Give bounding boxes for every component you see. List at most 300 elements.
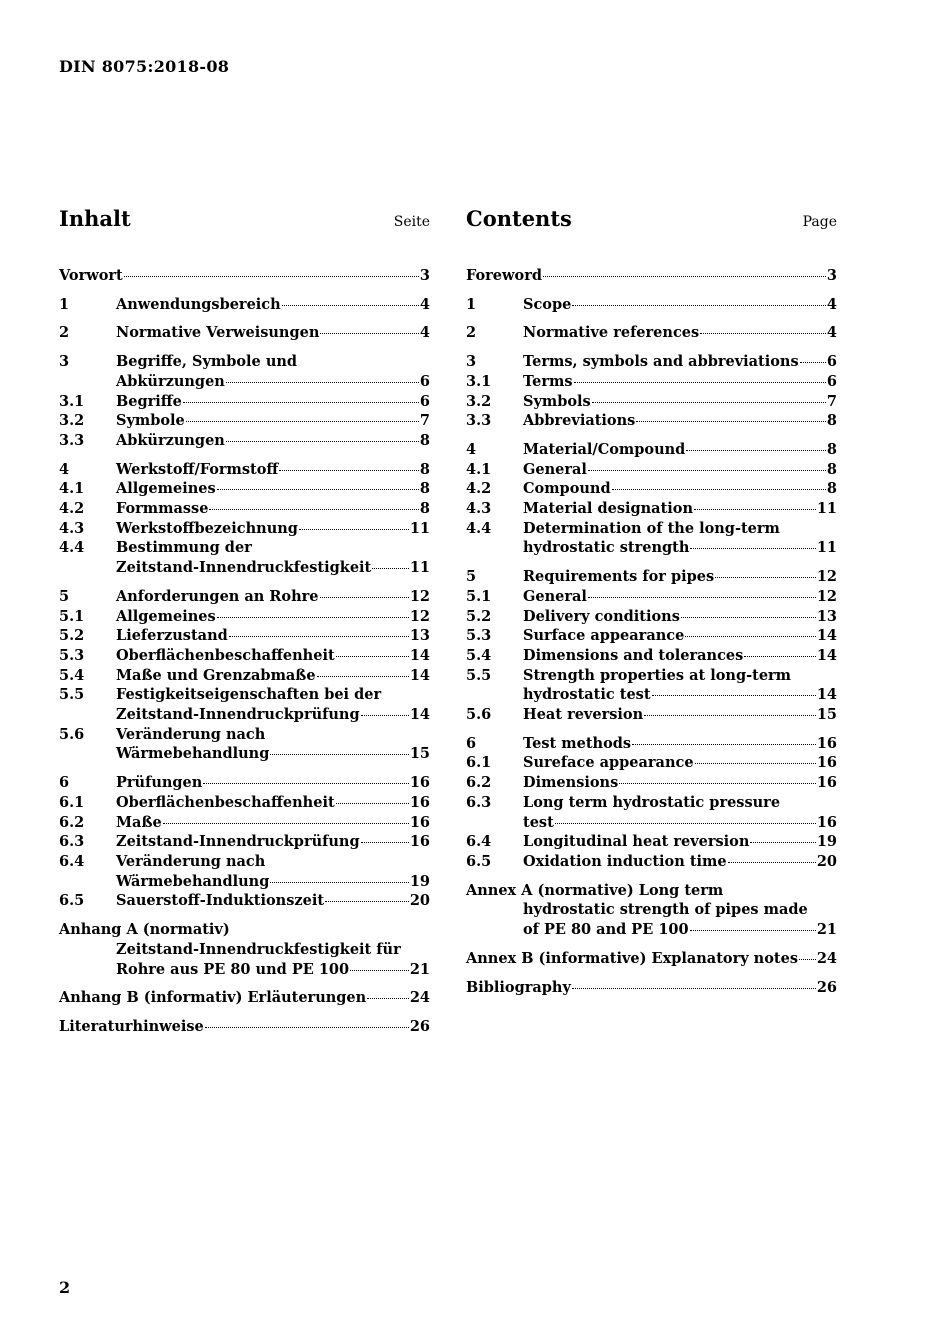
- toc-entry-lastline: [116, 744, 430, 764]
- toc-entry-body: [116, 392, 430, 412]
- toc-entry-page: 24: [816, 949, 837, 967]
- toc-entry-title: Oberflächenbeschaffenheit: [116, 646, 335, 664]
- toc-entry-title: Sureface appearance: [523, 754, 694, 772]
- toc-group: [466, 295, 837, 315]
- toc-entry-title: Bibliography: [466, 978, 571, 996]
- toc-entry-page: 6: [826, 372, 837, 390]
- toc-entry-title: Werkstoffbezeichnung: [116, 519, 298, 537]
- toc-entry[interactable]: [59, 988, 430, 1008]
- toc-entry-line-wrap: [59, 940, 430, 960]
- toc-entry-annex-label: Annex A (normative) Long term: [466, 881, 724, 899]
- toc-group: [466, 567, 837, 725]
- toc-entry[interactable]: [466, 587, 837, 607]
- toc-entry-body: [466, 881, 837, 940]
- toc-entry-title: Abbreviations: [523, 412, 636, 430]
- toc-entry-body: [116, 852, 430, 891]
- toc-entry[interactable]: [466, 519, 837, 558]
- toc-entry[interactable]: [466, 499, 837, 519]
- toc-entry[interactable]: [59, 607, 430, 627]
- toc-entry[interactable]: [466, 440, 837, 460]
- toc-entry-lastline: [523, 813, 837, 833]
- toc-entry[interactable]: [466, 479, 837, 499]
- dot-leader: [543, 276, 826, 277]
- toc-entry[interactable]: [59, 411, 430, 431]
- toc-entry-title: Anhang B (informativ) Erläuterungen: [59, 989, 367, 1007]
- toc-entry[interactable]: [466, 460, 837, 480]
- toc-entry-body: [116, 479, 430, 499]
- toc-entry-number: 3.3: [466, 412, 492, 430]
- toc-group: [59, 587, 430, 764]
- toc-entry[interactable]: [59, 460, 430, 480]
- toc-entry[interactable]: [466, 392, 837, 412]
- dot-leader: [217, 617, 409, 618]
- toc-entry-body: [116, 725, 430, 764]
- toc-entry[interactable]: [466, 773, 837, 793]
- toc-entry[interactable]: [466, 666, 837, 705]
- toc-entry[interactable]: [59, 626, 430, 646]
- toc-entry-title: Bestimmung der: [116, 539, 252, 557]
- toc-entry-title: Literaturhinweise: [59, 1017, 204, 1035]
- toc-entry-page: 11: [816, 500, 837, 518]
- toc-entry-lastline: [116, 891, 430, 911]
- toc-entry-body: [59, 920, 430, 979]
- dot-leader: [690, 930, 816, 931]
- dot-leader: [336, 656, 409, 657]
- toc-entry-number: 5.1: [59, 607, 85, 625]
- toc-entry-title: hydrostatic test: [523, 686, 651, 704]
- toc-group: [466, 266, 837, 286]
- toc-entry-body: [523, 460, 837, 480]
- toc-entry-lastline: [116, 431, 430, 451]
- dot-leader: [183, 402, 419, 403]
- toc-entry[interactable]: [59, 587, 430, 607]
- toc-entry-page: 8: [419, 500, 430, 518]
- dot-leader: [685, 636, 816, 637]
- toc-entry-page: 7: [419, 412, 430, 430]
- dot-leader: [336, 803, 409, 804]
- toc-entry[interactable]: [59, 1017, 430, 1037]
- toc-entry[interactable]: [59, 499, 430, 519]
- toc-entry-page: 4: [826, 324, 837, 342]
- toc-entry-title: Material designation: [523, 500, 693, 518]
- toc-entry[interactable]: [466, 372, 837, 392]
- toc-entry-number: 5.6: [59, 725, 85, 743]
- toc-entry-title: Scope: [523, 295, 572, 313]
- dot-leader: [694, 509, 816, 510]
- toc-entry[interactable]: [59, 832, 430, 852]
- toc-entry[interactable]: [59, 323, 430, 343]
- toc-entry[interactable]: [59, 920, 430, 979]
- toc-entry-body: [116, 685, 430, 724]
- toc-entry-lastline: [116, 519, 430, 539]
- toc-entry[interactable]: [59, 725, 430, 764]
- toc-entry-lastline: [523, 479, 837, 499]
- dot-leader: [229, 636, 409, 637]
- toc-entry-page: 8: [826, 460, 837, 478]
- toc-group: [59, 773, 430, 911]
- toc-entry-page: 15: [409, 745, 430, 763]
- toc-entry-number: 4.3: [59, 519, 85, 537]
- toc-entry-body: [116, 431, 430, 451]
- toc-english-list: [466, 266, 837, 997]
- toc-entry-lastline: [523, 852, 837, 872]
- toc-entry-page: 11: [409, 519, 430, 537]
- toc-entry-body: [116, 295, 430, 315]
- toc-entry-page: 14: [816, 627, 837, 645]
- toc-entry-body: [116, 499, 430, 519]
- toc-entry[interactable]: [466, 949, 837, 969]
- toc-entry[interactable]: [59, 813, 430, 833]
- toc-entry-title: Normative references: [523, 324, 700, 342]
- toc-entry-number: 3.1: [466, 372, 492, 390]
- toc-entry-title: Wärmebehandlung: [116, 745, 270, 763]
- toc-entry-lastline: [466, 266, 837, 286]
- dot-leader: [686, 450, 826, 451]
- toc-entry-title: of PE 80 and PE 100: [523, 921, 689, 939]
- toc-entry-lastline: [523, 295, 837, 315]
- toc-english: [466, 206, 837, 1006]
- toc-group: [59, 1017, 430, 1037]
- toc-entry-body: [59, 1017, 430, 1037]
- toc-entry-title: Lieferzustand: [116, 627, 228, 645]
- toc-group: [466, 949, 837, 969]
- toc-english-header: [466, 206, 837, 252]
- toc-entry[interactable]: [466, 567, 837, 587]
- toc-entry[interactable]: [466, 753, 837, 773]
- toc-entry-title: Formmasse: [116, 500, 209, 518]
- toc-entry-title: Abkürzungen: [116, 431, 225, 449]
- toc-entry-title: Sauerstoff-Induktionszeit: [116, 892, 325, 910]
- toc-entry-title: Requirements for pipes: [523, 568, 715, 586]
- toc-entry-title: Determination of the long-term: [523, 519, 780, 537]
- toc-entry[interactable]: [59, 352, 430, 391]
- toc-entry-body: [116, 666, 430, 686]
- toc-entry[interactable]: [466, 734, 837, 754]
- toc-entry[interactable]: [59, 392, 430, 412]
- toc-entry-lastline: [116, 705, 430, 725]
- toc-entry-number: 6: [466, 734, 477, 752]
- toc-entry-title: Oxidation induction time: [523, 852, 727, 870]
- toc-entry-annex-label: Anhang A (normativ): [59, 921, 230, 939]
- toc-entry[interactable]: [59, 646, 430, 666]
- toc-entry-number: 4.3: [466, 500, 492, 518]
- toc-entry[interactable]: [59, 773, 430, 793]
- dot-leader: [320, 333, 419, 334]
- toc-entry-number: 5.6: [466, 706, 492, 724]
- toc-entry-body: [466, 978, 837, 998]
- toc-german-page-label: Seite: [393, 214, 430, 230]
- dot-leader: [270, 882, 408, 883]
- toc-entry-lastline: [116, 607, 430, 627]
- toc-group: [59, 295, 430, 315]
- toc-entry-number: 6.3: [466, 793, 492, 811]
- toc-entry-lastline: [116, 626, 430, 646]
- toc-entry-number: 5.4: [466, 646, 492, 664]
- toc-entry[interactable]: [466, 705, 837, 725]
- toc-entry-lastline: [523, 392, 837, 412]
- toc-entry[interactable]: [466, 646, 837, 666]
- toc-entry-title: Symbols: [523, 392, 591, 410]
- toc-entry[interactable]: [466, 411, 837, 431]
- toc-entry-body: [116, 587, 430, 607]
- toc-entry[interactable]: [59, 538, 430, 577]
- toc-entry-lastline: [523, 685, 837, 705]
- toc-entry-title: Heat reversion: [523, 706, 644, 724]
- toc-entry-title: Foreword: [466, 267, 542, 284]
- toc-entry-body: [523, 499, 837, 519]
- dot-leader: [555, 823, 816, 824]
- dot-leader: [574, 382, 826, 383]
- toc-entry[interactable]: [466, 352, 837, 372]
- toc-entry-page: 16: [409, 833, 430, 851]
- toc-entry-body: [116, 607, 430, 627]
- toc-entry-body: [523, 793, 837, 832]
- toc-entry[interactable]: [466, 266, 837, 286]
- toc-group: [59, 266, 430, 286]
- toc-entry-body: [523, 705, 837, 725]
- toc-entry-number: 6.4: [466, 833, 492, 851]
- toc-entry-body: [523, 773, 837, 793]
- toc-entry-page: 14: [409, 646, 430, 664]
- toc-entry-lastline: [523, 832, 837, 852]
- toc-entry-page: 14: [816, 646, 837, 664]
- toc-entry-lastline: [116, 646, 430, 666]
- toc-entry-title: Allgemeines: [116, 480, 216, 498]
- dot-leader: [728, 862, 816, 863]
- toc-entry-title: Vorwort: [59, 267, 123, 284]
- toc-english-page-label: Page: [802, 214, 837, 230]
- toc-entry-number: 5.2: [466, 607, 492, 625]
- toc-entry-body: [116, 891, 430, 911]
- toc-entry-page: 6: [826, 353, 837, 371]
- dot-leader: [588, 597, 816, 598]
- toc-entry-title: Annex B (informative) Explanatory notes: [466, 949, 798, 967]
- toc-entry-lastline: [523, 587, 837, 607]
- toc-entry-page: 16: [816, 774, 837, 792]
- dot-leader: [644, 715, 816, 716]
- toc-entry[interactable]: [59, 685, 430, 724]
- toc-entry-page: 11: [816, 539, 837, 557]
- toc-entry-number: 3: [59, 353, 70, 371]
- toc-entry-number: 4.1: [59, 480, 85, 498]
- toc-entry-lastline: [523, 753, 837, 773]
- toc-entry-lastline: [466, 949, 837, 969]
- toc-entry[interactable]: [59, 295, 430, 315]
- toc-entry-page: 8: [826, 440, 837, 458]
- page-number: 2: [59, 1278, 71, 1297]
- dot-leader: [270, 754, 408, 755]
- toc-entry-body: [523, 323, 837, 343]
- toc-entry-title: Anforderungen an Rohre: [116, 587, 319, 605]
- toc-entry-lastline: [523, 352, 837, 372]
- toc-entry-lastline: [523, 372, 837, 392]
- toc-entry-lastline: [116, 960, 430, 980]
- toc-entry-title: Prüfungen: [116, 774, 203, 792]
- toc-entry-page: 6: [419, 372, 430, 390]
- toc-entry-body: [466, 266, 837, 286]
- toc-entry-lastline: [523, 626, 837, 646]
- toc-entry-lastline: [116, 372, 430, 392]
- dot-leader: [681, 617, 816, 618]
- toc-entry[interactable]: [59, 266, 430, 286]
- toc-entry-title: Begriffe, Symbole und: [116, 353, 298, 371]
- toc-entry-lastline: [116, 666, 430, 686]
- toc-entry-lastline: [59, 988, 430, 1008]
- toc-entry-number: 4.4: [466, 519, 492, 537]
- toc-entry-page: 19: [816, 833, 837, 851]
- toc-entry-lastline: [523, 607, 837, 627]
- dot-leader: [205, 1027, 409, 1028]
- toc-entry-body: [523, 519, 837, 558]
- dot-leader: [317, 676, 409, 677]
- toc-entry[interactable]: [59, 793, 430, 813]
- dot-leader: [226, 382, 419, 383]
- toc-entry-title: Zeitstand-Innendruckfestigkeit für: [116, 940, 401, 958]
- toc-entry-title: Wärmebehandlung: [116, 872, 270, 890]
- toc-entry-title: Terms, symbols and abbreviations: [523, 353, 799, 371]
- toc-entry-page: 24: [409, 989, 430, 1007]
- dot-leader: [124, 276, 419, 277]
- toc-entry-lastline: [523, 705, 837, 725]
- toc-entry-body: [523, 479, 837, 499]
- toc-entry-page: 6: [419, 392, 430, 410]
- toc-entry[interactable]: [466, 607, 837, 627]
- toc-entry-page: 16: [816, 813, 837, 831]
- toc-entry-body: [523, 411, 837, 431]
- toc-entry-page: 19: [409, 872, 430, 890]
- toc-entry-lastline: [523, 773, 837, 793]
- toc-entry-page: 4: [419, 324, 430, 342]
- toc-entry-number: 5.4: [59, 666, 85, 684]
- toc-german: [59, 206, 430, 1046]
- dot-leader: [619, 783, 816, 784]
- toc-entry-lastline: [116, 499, 430, 519]
- toc-entry-body: [523, 734, 837, 754]
- toc-entry-lastline: [116, 460, 430, 480]
- dot-leader: [209, 509, 418, 510]
- toc-entry-number: 5.3: [466, 627, 492, 645]
- toc-entry-body: [116, 646, 430, 666]
- toc-entry-number: 6: [59, 774, 70, 792]
- toc-entry-lastline: [59, 266, 430, 286]
- toc-entry-page: 16: [816, 754, 837, 772]
- toc-entry-lastline: [116, 479, 430, 499]
- toc-entry-page: 14: [409, 666, 430, 684]
- toc-group: [466, 978, 837, 998]
- toc-entry-page: 8: [419, 431, 430, 449]
- toc-entry[interactable]: [59, 519, 430, 539]
- toc-entry-title: Zeitstand-Innendruckfestigkeit: [116, 559, 372, 577]
- dot-leader: [612, 489, 826, 490]
- toc-entry-number: 4.2: [59, 500, 85, 518]
- toc-entry-title: Dimensions: [523, 774, 619, 792]
- toc-entry-body: [523, 852, 837, 872]
- toc-entry-page: 16: [409, 793, 430, 811]
- toc-entry-number: 1: [466, 295, 477, 313]
- toc-group: [466, 734, 837, 872]
- toc-entry-title: Maße und Grenzabmaße: [116, 666, 316, 684]
- dot-leader: [695, 763, 816, 764]
- toc-entry-page: 26: [409, 1017, 430, 1035]
- toc-entry-title: hydrostatic strength of pipes made: [523, 901, 808, 919]
- toc-group: [59, 920, 430, 979]
- toc-entry-title: Test methods: [523, 734, 632, 752]
- toc-entry[interactable]: [466, 832, 837, 852]
- toc-entry-title: Long term hydrostatic pressure: [523, 793, 781, 811]
- toc-entry-body: [523, 666, 837, 705]
- toc-entry-title: Oberflächenbeschaffenheit: [116, 793, 335, 811]
- toc-entry[interactable]: [59, 891, 430, 911]
- toc-entry-lastline: [523, 567, 837, 587]
- toc-entry-lastline: [116, 793, 430, 813]
- toc-entry-number: 4.2: [466, 480, 492, 498]
- toc-entry-lastline: [116, 295, 430, 315]
- toc-entry-page: 7: [826, 392, 837, 410]
- toc-entry-number: 3.2: [466, 392, 492, 410]
- toc-entry[interactable]: [59, 852, 430, 891]
- dot-leader: [325, 901, 409, 902]
- toc-entry-lastline: [116, 832, 430, 852]
- toc-entry-page: 14: [409, 706, 430, 724]
- toc-entry-body: [116, 793, 430, 813]
- toc-entry[interactable]: [466, 295, 837, 315]
- toc-entry[interactable]: [466, 323, 837, 343]
- toc-entry-page: 16: [409, 813, 430, 831]
- toc-entry[interactable]: [466, 978, 837, 998]
- toc-entry-number: 2: [59, 324, 70, 342]
- toc-entry-page: 8: [826, 412, 837, 430]
- toc-entry-title: test: [523, 813, 554, 831]
- toc-group: [59, 460, 430, 578]
- toc-entry-number: 6.1: [59, 793, 85, 811]
- toc-entry-page: 26: [816, 978, 837, 996]
- toc-entry-lastline: [523, 499, 837, 519]
- toc-entry-page: 11: [409, 559, 430, 577]
- toc-entry-title: Strength properties at long-term: [523, 666, 792, 684]
- toc-entry-page: 12: [409, 607, 430, 625]
- toc-entry[interactable]: [466, 852, 837, 872]
- dot-leader: [744, 656, 816, 657]
- toc-entry[interactable]: [466, 881, 837, 940]
- toc-entry-number: 5.3: [59, 646, 85, 664]
- dot-leader: [636, 421, 826, 422]
- toc-entry-number: 4: [59, 460, 70, 478]
- toc-entry[interactable]: [466, 626, 837, 646]
- toc-entry-page: 4: [826, 295, 837, 313]
- toc-entry-page: 13: [816, 607, 837, 625]
- toc-entry-number: 5.5: [466, 666, 492, 684]
- toc-entry[interactable]: [59, 431, 430, 451]
- toc-entry-lastline: [116, 813, 430, 833]
- toc-entry-body: [523, 626, 837, 646]
- toc-entry[interactable]: [59, 666, 430, 686]
- toc-entry[interactable]: [466, 793, 837, 832]
- toc-english-title: Contents: [466, 206, 572, 231]
- toc-entry-body: [523, 372, 837, 392]
- toc-entry-page: 14: [816, 686, 837, 704]
- toc-entry-page: 8: [826, 480, 837, 498]
- toc-entry-body: [523, 440, 837, 460]
- toc-entry-number: 4: [466, 440, 477, 458]
- toc-entry-number: 6.2: [466, 774, 492, 792]
- toc-entry-body: [59, 266, 430, 286]
- toc-entry-number: 3.2: [59, 412, 85, 430]
- toc-entry-lastline: [116, 587, 430, 607]
- toc-entry[interactable]: [59, 479, 430, 499]
- toc-entry-title: General: [523, 460, 587, 478]
- dot-leader: [367, 998, 409, 999]
- toc-entry-page: 12: [816, 568, 837, 586]
